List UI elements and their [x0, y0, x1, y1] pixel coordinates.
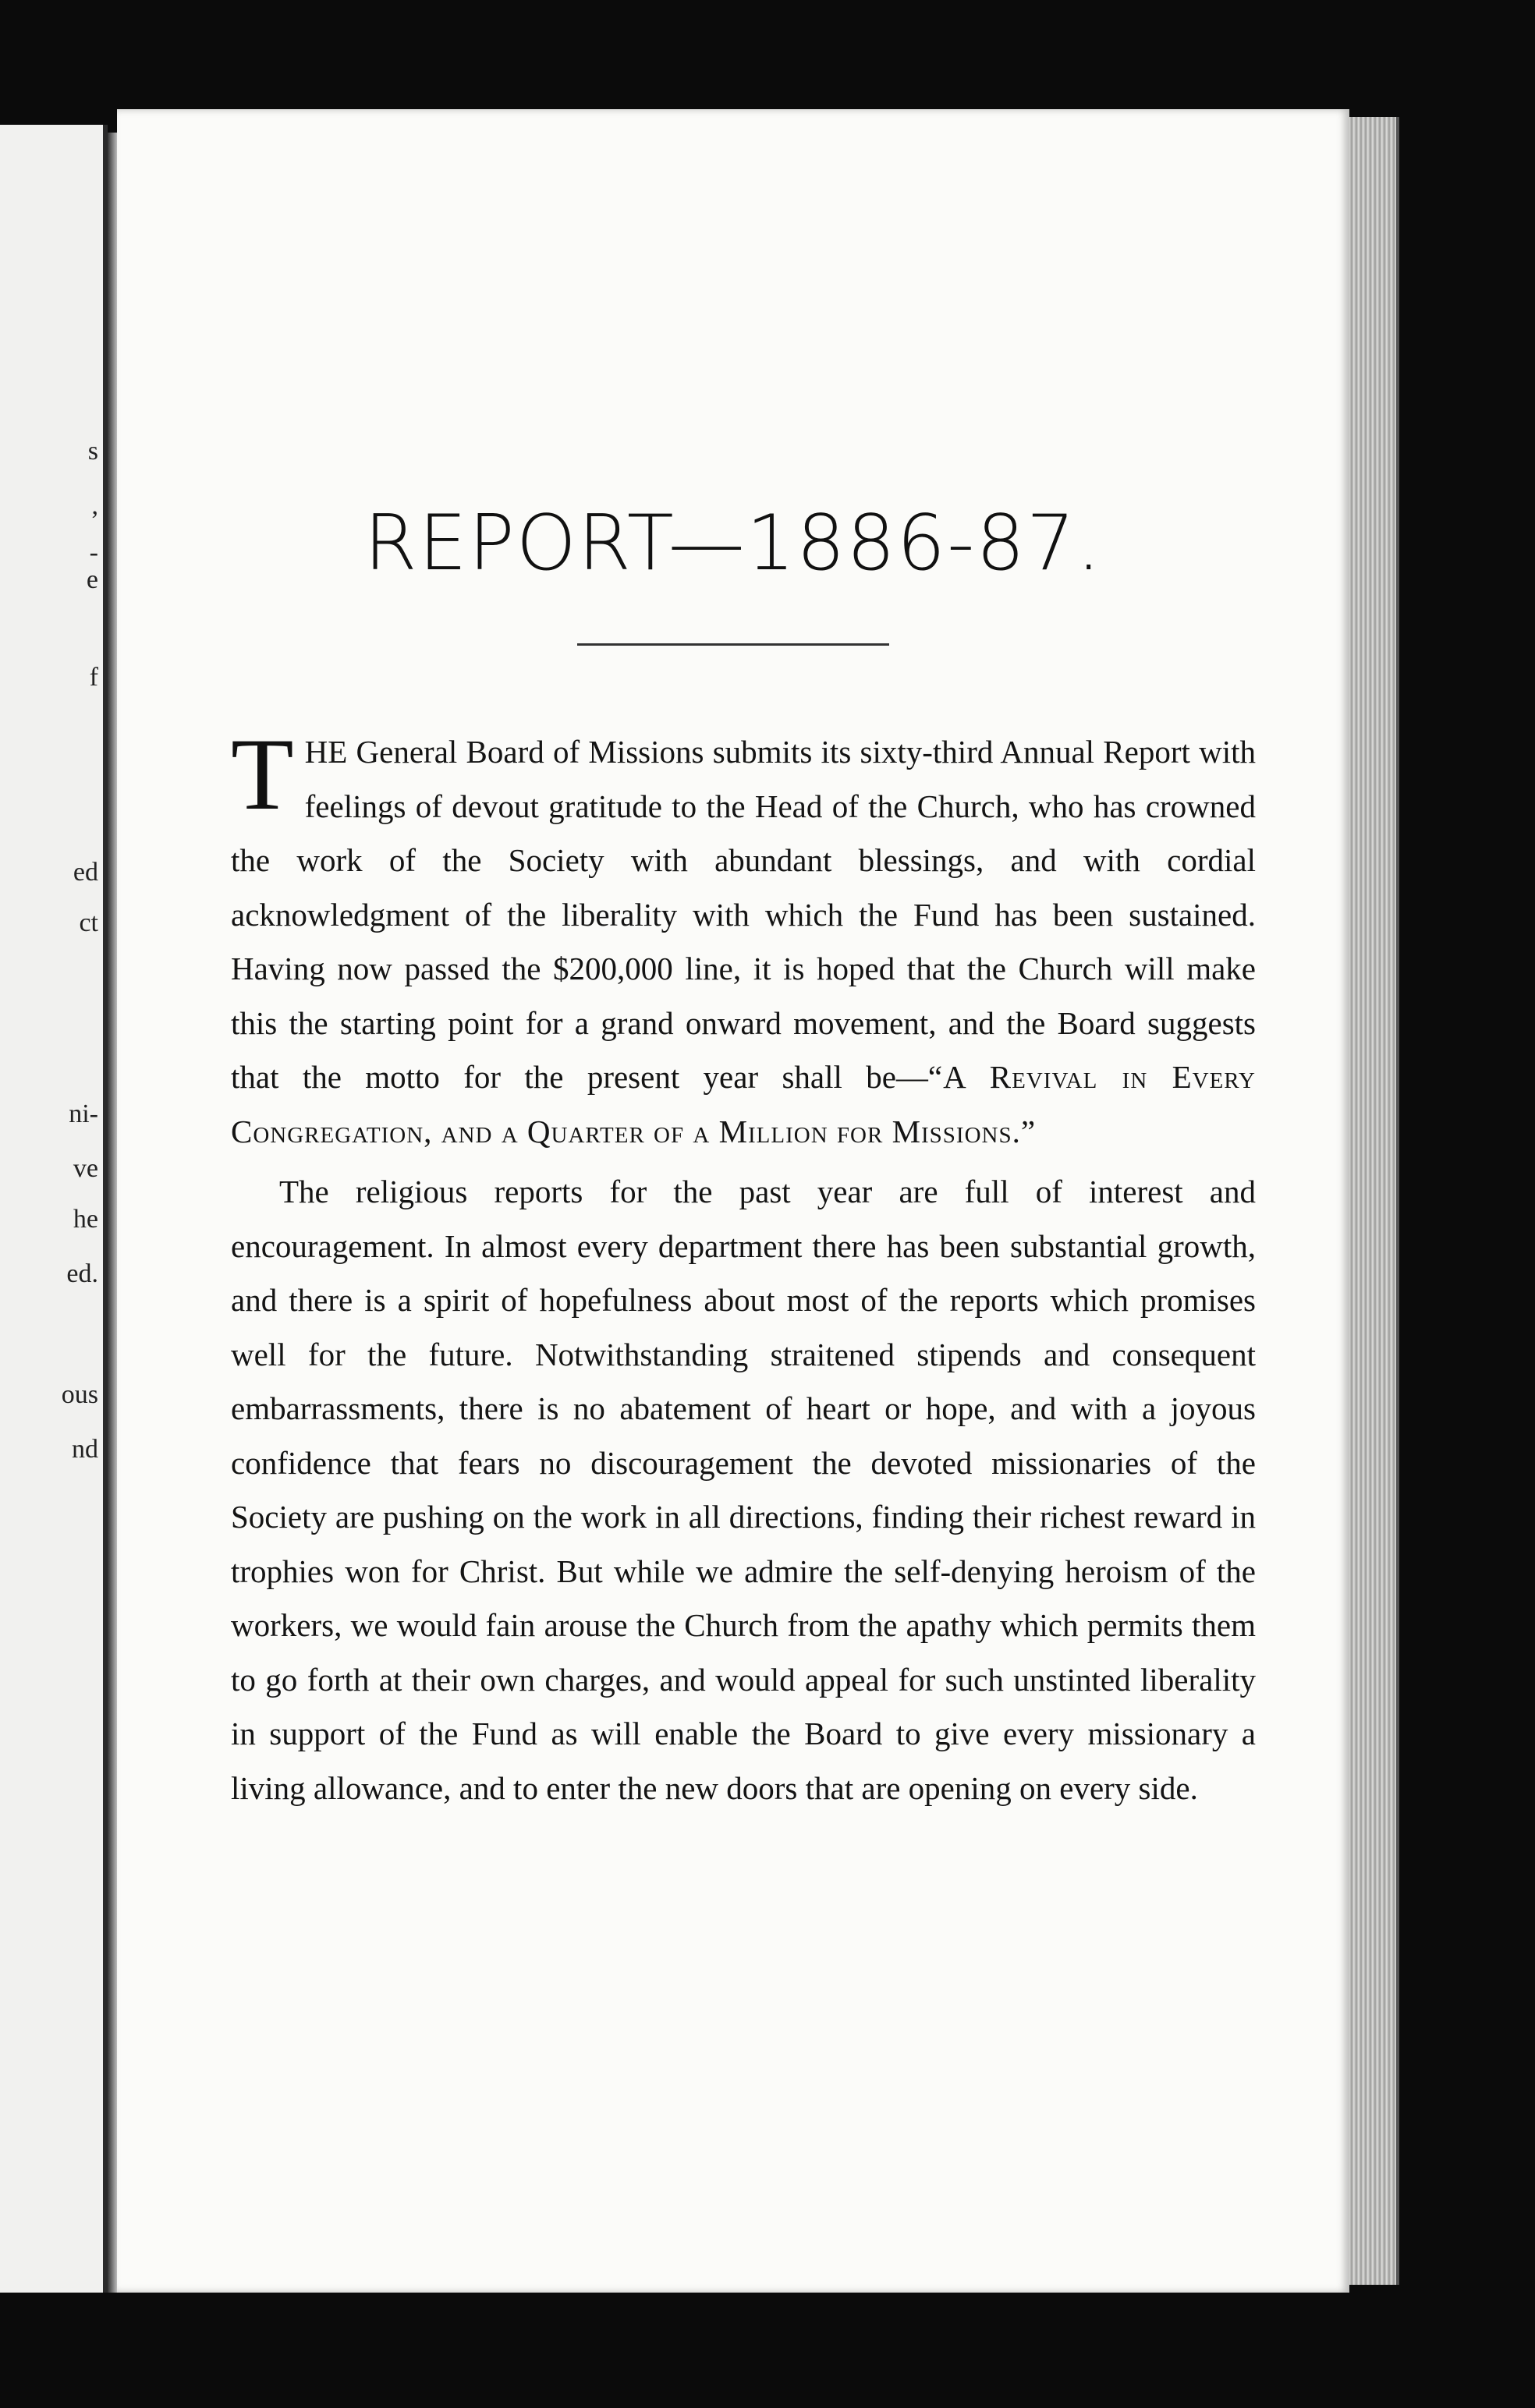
drop-cap: T: [231, 717, 294, 831]
left-fragment: nd: [72, 1435, 98, 1464]
page-title: REPORT—1886-87.: [363, 499, 1103, 588]
left-fragment: he: [73, 1205, 98, 1234]
left-fragment: ni-: [69, 1100, 98, 1128]
paragraph-1: [231, 717, 1256, 1159]
book-page: [117, 109, 1349, 2293]
left-fragment: ,: [91, 491, 98, 520]
left-fragment: -: [89, 538, 98, 567]
book-gutter: [108, 133, 117, 2293]
title-rule: [577, 643, 889, 646]
paragraph-2: The religious reports for the past year are full of interest and encouragement. In almost every department there has been substantial growth, and there is a spirit of hopefulness about most of the reports which promises well for the future. Notwithstanding straitened stipends and consequent embarrassments, there is no abatement of heart or hope, and with a joyous confidence that fears no discouragement the devoted missionaries of the Society are pushing on the work in all directions, finding their richest reward in trophies won for Christ. But while we admire the self-denying heroism of the workers, we would fain arouse the Church from the apathy which permits them to go forth at their own charges, and would appeal for such unstinted liberality in support of the Fund as will enable the Board to give every missionary a living allowance, and to enter the new doors that are opening on every side.: [231, 1174, 1256, 1806]
left-fragment: e: [86, 565, 98, 594]
left-fragment: f: [89, 663, 98, 692]
left-fragment: ed.: [66, 1259, 98, 1288]
report-body: [231, 717, 1256, 1815]
left-fragment: ve: [73, 1154, 98, 1183]
page-stack-edge: [1349, 117, 1399, 2285]
left-fragment: ct: [79, 908, 98, 937]
paragraph-1-text: HE General Board of Missions submits its sixty-third Annual Report with feelings of devout gratitude to the Head of the Church, who has crowned the work of the Society with abundant blessings, and with cordial acknowledgment of the liberality with which the Fund has been sustained. Having now passed the $200,000 line, it is hoped that the Church will make this the starting point for a grand onward movement, and the Board suggests that the motto for the present year shall be—: [231, 734, 1256, 1095]
left-page-edge: [0, 125, 108, 2293]
motto-text: “A Revival in Every Congregation, and a Quarter of a Million for Missions.”: [231, 1059, 1256, 1149]
left-fragment: ous: [61, 1380, 98, 1409]
left-fragment: ed: [73, 858, 98, 887]
left-fragment: s: [87, 437, 98, 466]
